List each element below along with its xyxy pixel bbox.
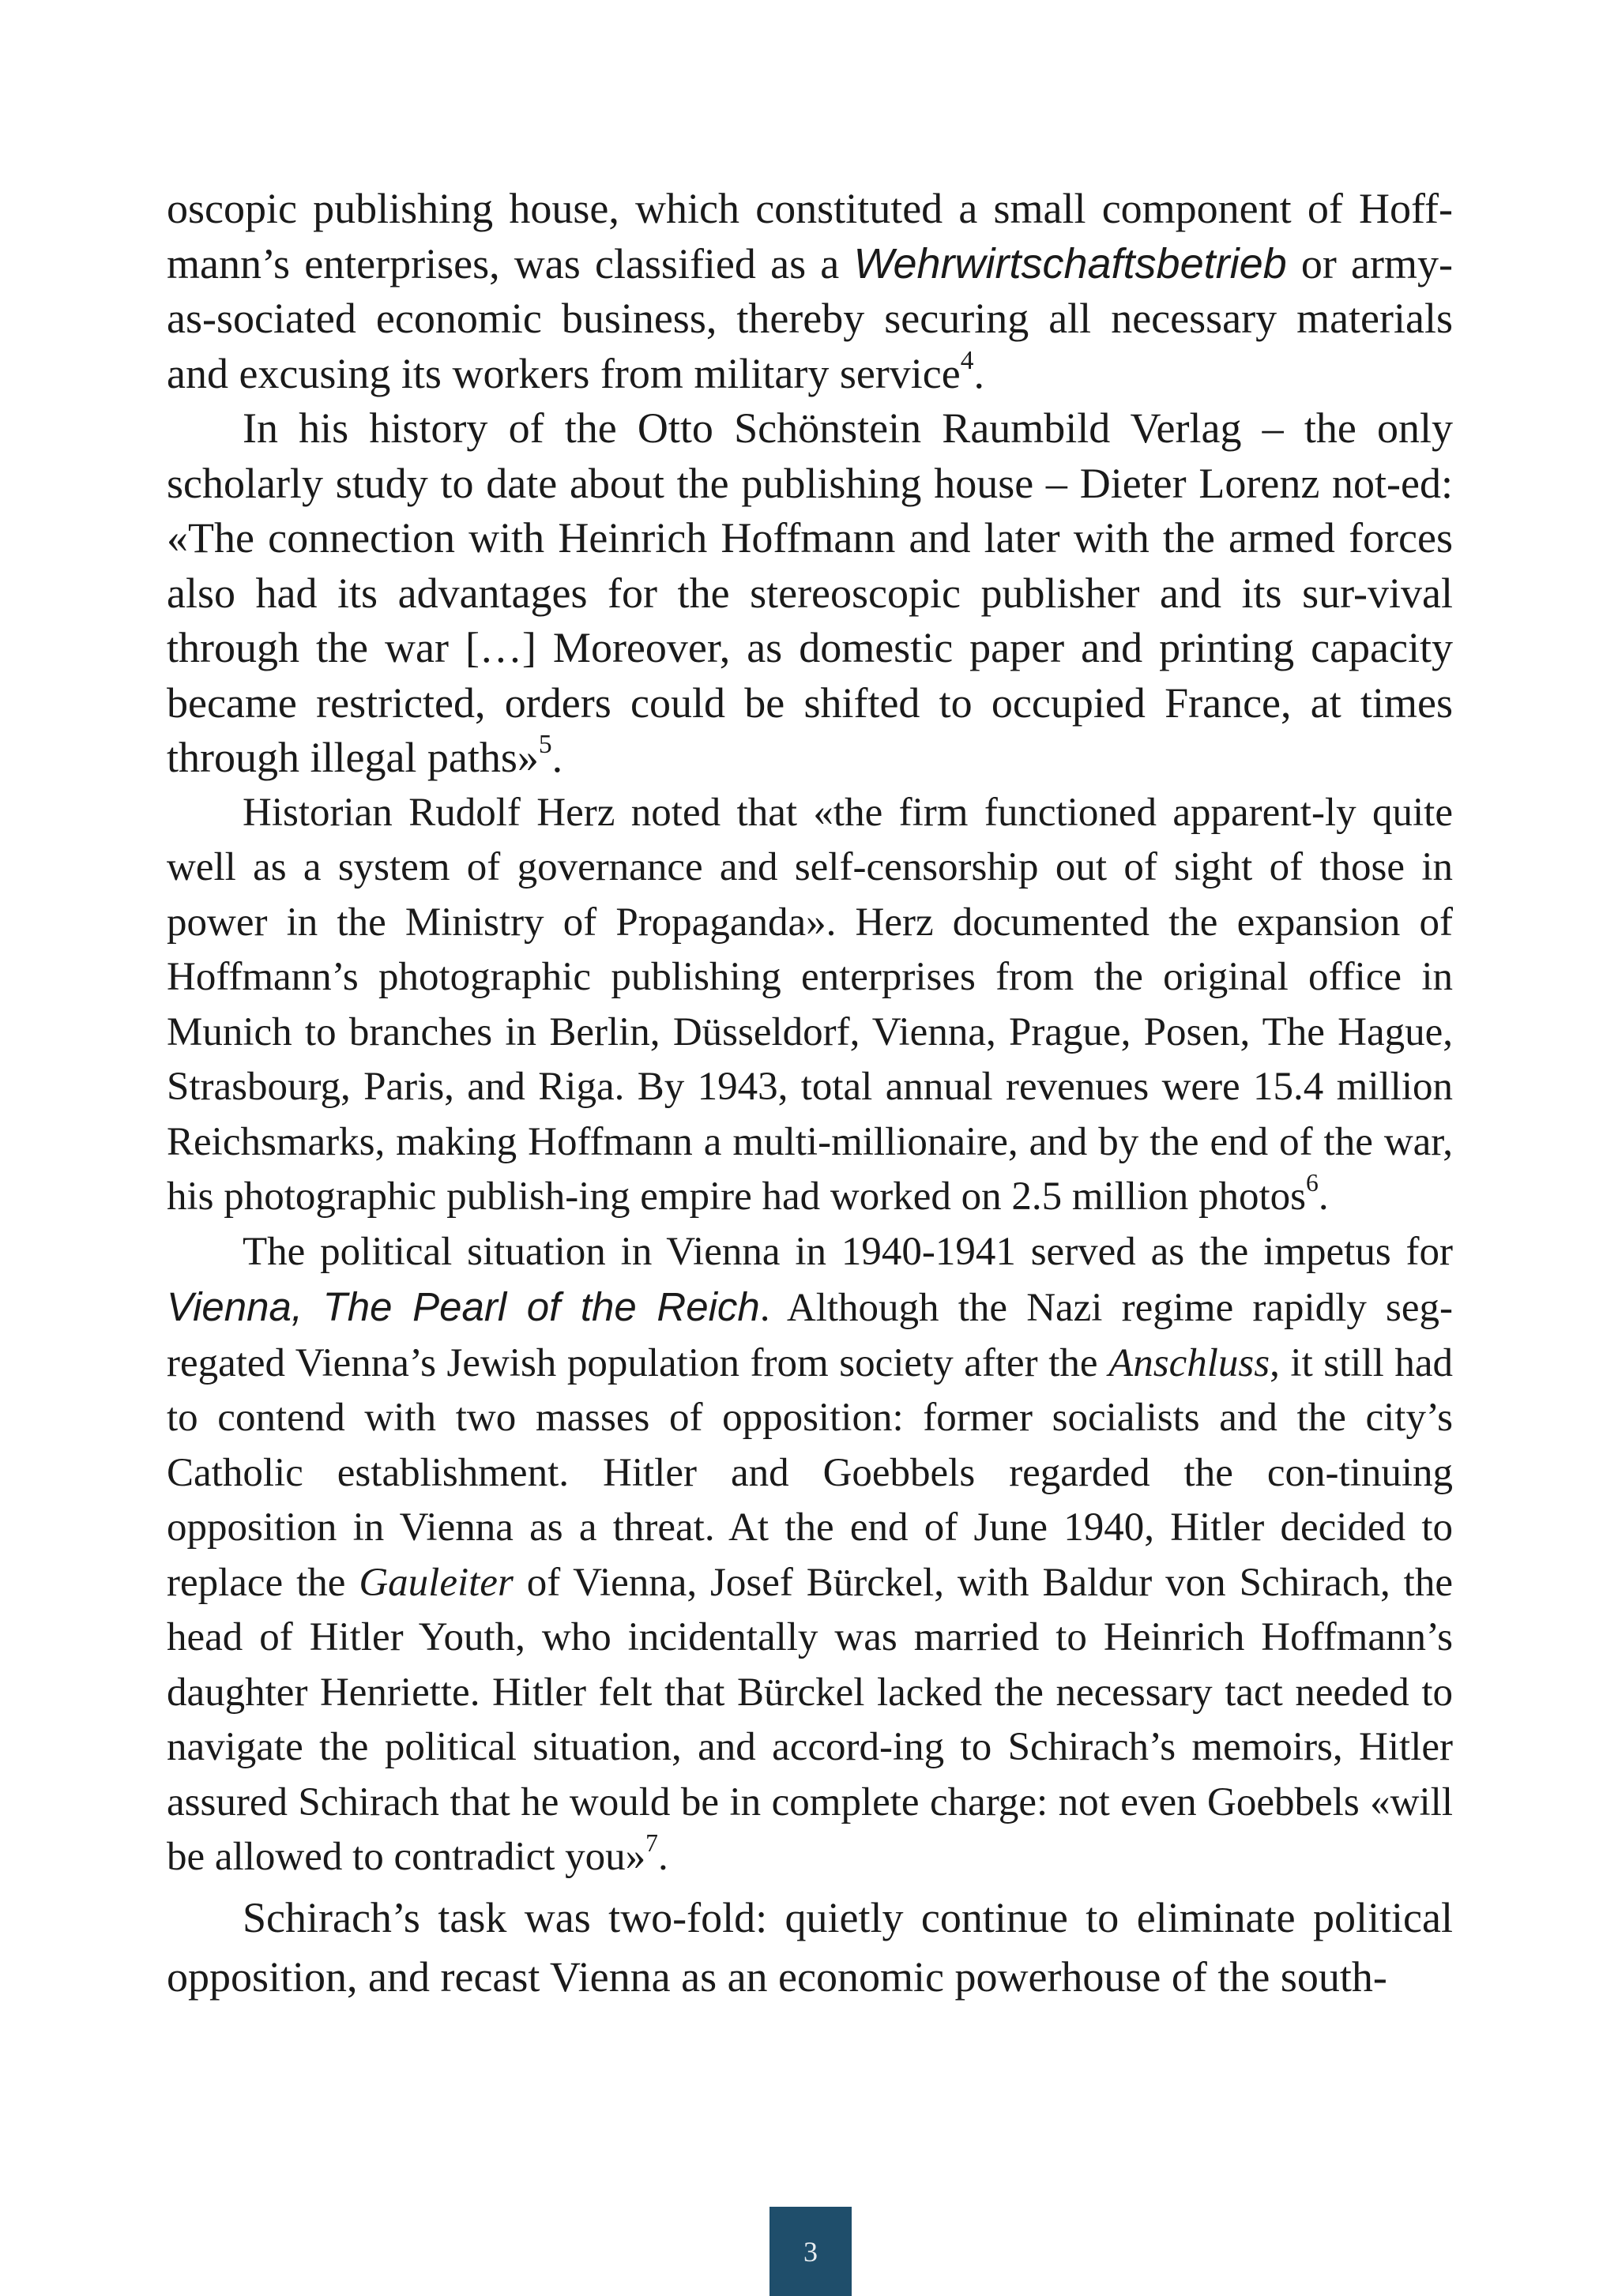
- paragraph-1: [167, 182, 1453, 401]
- text-run: In his history of the Otto Schönstein Raumbild Verlag – the only scholarly study to date about the publishing house – Dieter Lorenz not-ed: «The connection with Heinrich Hoffmann and later with the armed forces also had its advantages for the stereoscopic publisher and its sur-vival through the war […] Moreover, as domestic paper and printing capacity became restricted, orders could be shifted to occupied France, at times through illegal paths»: [167, 404, 1453, 781]
- page-body: [167, 182, 1453, 2007]
- footnote-marker-6[interactable]: 6: [1306, 1169, 1319, 1197]
- italic-term-anschluss: Anschluss: [1108, 1340, 1270, 1385]
- text-run: Schirach’s task was two-fold: quietly continue to eliminate political opposition, and recast Vienna as an economic powerhouse of the south-: [167, 1893, 1453, 2001]
- footnote-marker-4[interactable]: 4: [960, 345, 974, 375]
- italic-term-wehrwirtschaftsbetrieb: Wehrwirtschaftsbetrieb: [853, 239, 1287, 287]
- footnote-marker-5[interactable]: 5: [538, 729, 552, 759]
- text-run: , it still had to contend with two masses of opposition: former socialists and the city’s Catholic establishment. Hitler and Goebbels regarded the con-tinuing opposition in Vienna as a threat. At the end of June 1940, Hitler decided to replace the: [167, 1340, 1454, 1605]
- text-run: .: [551, 734, 563, 781]
- text-run: of Vienna, Josef Bürckel, with Baldur von Schirach, the head of Hitler Youth, who incidentally was married to Heinrich Hoffmann’s daughter Henriette. Hitler felt that Bürckel lacked the necessary tact needed to navigate the political situation, and accord-ing to Schirach’s memoirs, Hitler assured Schirach that he would be in complete charge: not even Goebbels «will be allowed to contradict you»: [167, 1560, 1453, 1879]
- text-run: .: [973, 349, 984, 397]
- paragraph-5: [167, 1888, 1453, 2007]
- text-run: oscopic publishing house, which constituted a small component of Hoff-mann’s enterprises, was classified as a: [167, 185, 1453, 287]
- text-run: .: [1318, 1174, 1329, 1219]
- page-number: 3: [803, 2235, 818, 2268]
- text-run: .: [657, 1835, 668, 1879]
- paragraph-2: [167, 401, 1453, 786]
- text-run: or army-as-sociated economic business, thereby securing all necessary materials and excusing its workers from military service: [167, 239, 1453, 397]
- text-run: . Although the Nazi regime rapidly seg-regated Vienna’s Jewish population from society after the: [167, 1286, 1453, 1385]
- paragraph-4: [167, 1225, 1453, 1885]
- italic-title-vienna-pearl: Vienna, The Pearl of the Reich: [167, 1284, 760, 1329]
- italic-term-gauleiter: Gauleiter: [359, 1560, 514, 1605]
- paragraph-3: [167, 786, 1453, 1225]
- text-run: The political situation in Vienna in 1940-1941 served as the impetus for: [243, 1229, 1453, 1274]
- text-run: Historian Rudolf Herz noted that «the firm functioned apparent-ly quite well as a system of governance and self-censorship out of sight of those in power in the Ministry of Propaganda». Herz documented the expansion of Hoffmann’s photographic publishing enterprises from the original office in Munich to branches in Berlin, Düsseldorf, Vienna, Prague, Posen, The Hague, Strasbourg, Paris, and Riga. By 1943, total annual revenues were 15.4 million Reichsmarks, making Hoffmann a multi-millionaire, and by the end of the war, his photographic publish-ing empire had worked on 2.5 million photos: [167, 790, 1453, 1219]
- footnote-marker-7[interactable]: 7: [645, 1829, 658, 1858]
- page-number-badge: [769, 2207, 852, 2296]
